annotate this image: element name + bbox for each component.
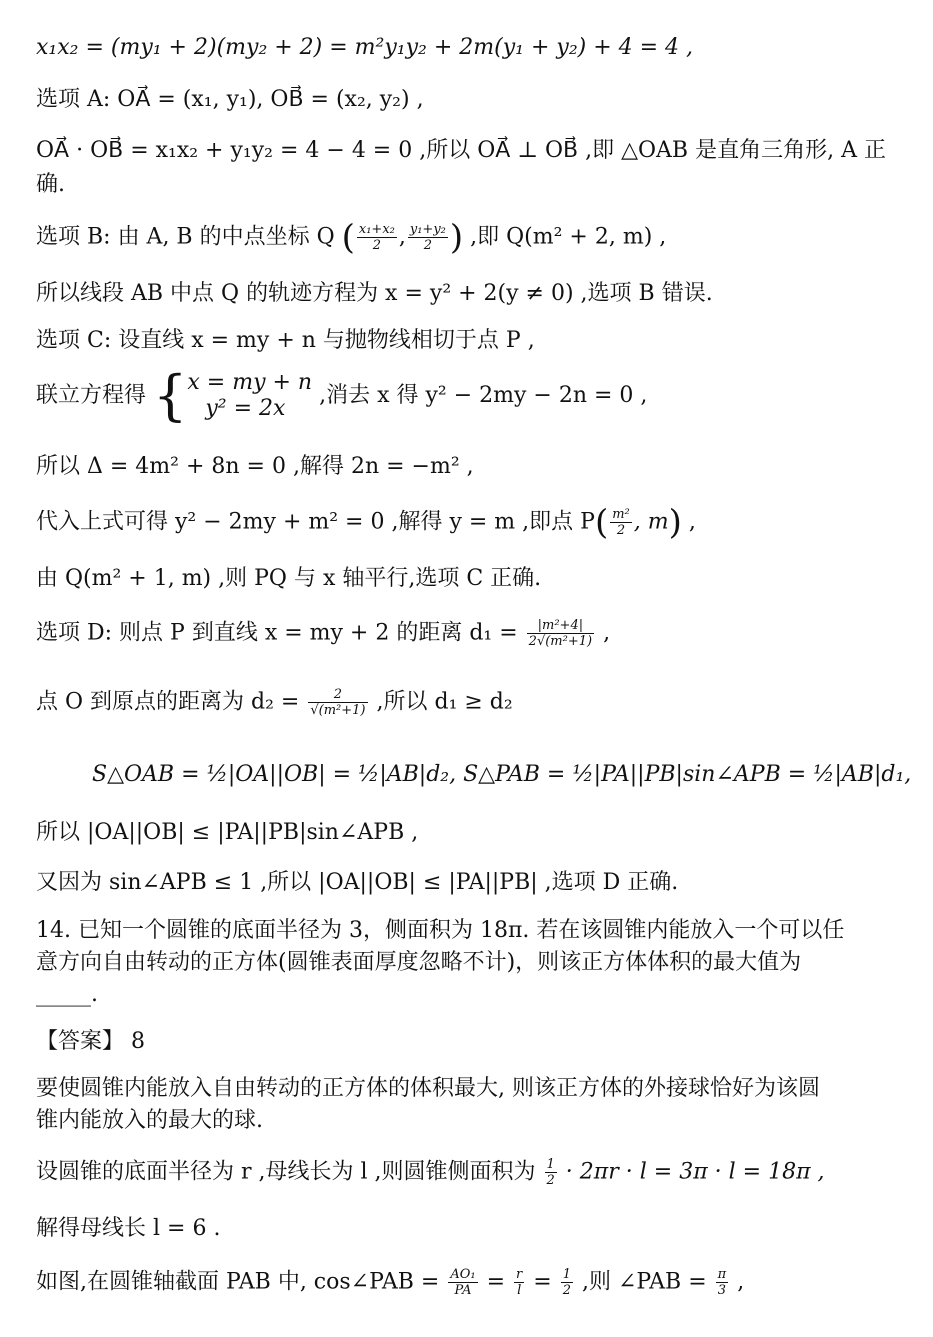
text: 设圆锥的底面半径为 r ,母线长为 l ,则圆锥侧面积为	[36, 1159, 536, 1185]
text: 选项 B: 由 A, B 的中点坐标 Q	[36, 224, 335, 250]
system-row: x = my + n	[187, 370, 313, 395]
lateral-area-line	[36, 1157, 913, 1188]
equation-system	[187, 370, 312, 422]
numerator: y₁+y₂	[409, 222, 446, 237]
text: 点 O 到原点的距离为 d₂ =	[36, 689, 300, 715]
text: · 2πr · l = 3π · l = 18π ,	[565, 1159, 825, 1185]
text: ,消去 x 得 y² − 2my − 2n = 0 ,	[319, 383, 648, 408]
text: 选项 D: 则点 P 到直线 x = my + 2 的距离 d₁ =	[36, 620, 518, 646]
denominator: √(m²+1)	[310, 703, 366, 718]
denominator: 2	[616, 523, 626, 538]
numerator: π	[717, 1267, 727, 1282]
option-d-conclusion: 又因为 sin∠APB ≤ 1 ,所以 |OA||OB| ≤ |PA||PB| ,选项 D 正确.	[36, 870, 679, 895]
slant-length-line: 解得母线长 l = 6 .	[36, 1216, 221, 1241]
paren-open: (	[341, 217, 355, 258]
denominator: 2	[372, 238, 382, 253]
text: ,所以 d₁ ≥ d₂	[376, 689, 513, 715]
option-c-conclusion: 由 Q(m² + 1, m) ,则 PQ 与 x 轴平行,选项 C 正确.	[36, 566, 542, 591]
area-equation-line: S△OAB = ½|OA||OB| = ½|AB|d₂, S△PAB = ½|PA||PB|sin∠APB = ½|AB|d₁,	[92, 762, 912, 787]
denominator: 2√(m²+1)	[528, 634, 593, 649]
distance-d2-line	[36, 687, 913, 718]
answer-blank: _____.	[36, 982, 98, 1007]
text: ,即 Q(m² + 2, m) ,	[470, 224, 667, 250]
text: ,则 ∠PAB =	[581, 1269, 707, 1295]
option-a-proof-line: OA⃗ · OB⃗ = x₁x₂ + y₁y₂ = 4 − 4 = 0 ,所以 OA⃗ ⊥ OB⃗ ,即 △OAB 是直角三角形, A 正	[36, 138, 886, 163]
text: 代入上式可得 y² − 2my + m² = 0 ,解得 y = m ,即点 P	[36, 509, 595, 535]
system-line	[36, 364, 913, 430]
denominator: 2	[423, 238, 433, 253]
fraction	[514, 1267, 524, 1298]
brace: {	[153, 364, 188, 427]
option-a-proof-tail: 确.	[36, 172, 65, 197]
fraction	[716, 1267, 729, 1298]
numerator: 1	[562, 1267, 571, 1282]
discriminant-line: 所以 Δ = 4m² + 8n = 0 ,解得 2n = −m² ,	[36, 454, 474, 479]
solution-line1: 要使圆锥内能放入自由转动的正方体的体积最大, 则该正方体的外接球恰好为该圆	[36, 1076, 820, 1101]
option-b-line: 选项 B: 由 A, B 的中点坐标 Q ( $\frac{\text{x₁+x₂}}{2}$ , $\frac{\text{y₁+y₂}}{2}$ ) ,即 Q(m² + 2, m) ,	[36, 217, 667, 258]
option-d-line: 选项 D: 则点 P 到直线 x = my + 2 的距离 d₁ = $\frac{\text{|m²+4|}}{\text{2√(m²+1)}}$ ,	[36, 618, 611, 649]
equation-line: x₁x₂ = (my₁ + 2)(my₂ + 2) = m²y₁y₂ + 2m(y₁ + y₂) + 4 = 4 ,	[36, 35, 694, 60]
numerator: 2	[308, 687, 367, 703]
solution-line2: 锥内能放入的最大的球.	[36, 1108, 263, 1133]
fraction	[527, 618, 594, 649]
text: 联立方程得	[36, 383, 147, 408]
denominator: l	[517, 1283, 522, 1298]
fraction	[610, 507, 632, 538]
option-a-line: 选项 A: OA⃗ = (x₁, y₁), OB⃗ = (x₂, y₂) ,	[36, 87, 424, 112]
paren-open: (	[594, 502, 609, 543]
denominator: 3	[717, 1283, 727, 1298]
numerator: |m²+4|	[527, 618, 594, 634]
paren-close: )	[668, 502, 682, 543]
angle-line: 如图,在圆锥轴截面 PAB 中, cos∠PAB = $\frac{\text{AO₁}}{PA}$ = $\frac{r}{l}$ = $\frac{1}{2}$ ,则 ∠PAB = $\frac{\pi}{3}$ ,	[36, 1267, 745, 1298]
paren-close: )	[449, 217, 464, 258]
inequality-line: 所以 |OA||OB| ≤ |PA||PB|sin∠APB ,	[36, 820, 419, 845]
fraction	[545, 1157, 557, 1188]
system-row: y² = 2x	[205, 396, 286, 421]
question-14-line2: 意方向自由转动的正方体(圆锥表面厚度忽略不计)，则该正方体体积的最大值为	[36, 950, 802, 975]
denominator: 2	[562, 1283, 571, 1298]
numerator: m²	[612, 507, 630, 522]
fraction	[561, 1267, 573, 1298]
option-c-line: 选项 C: 设直线 x = my + n 与抛物线相切于点 P ,	[36, 328, 535, 353]
numerator: x₁+x₂	[358, 222, 395, 237]
text: 如图,在圆锥轴截面 PAB 中, cos∠PAB =	[36, 1269, 440, 1295]
denominator: PA	[454, 1283, 472, 1298]
fraction	[308, 687, 367, 718]
fraction	[408, 222, 448, 253]
fraction	[357, 222, 397, 253]
answer-heading: 【答案】 8	[36, 1029, 145, 1054]
option-b-conclusion: 所以线段 AB 中点 Q 的轨迹方程为 x = y² + 2(y ≠ 0) ,选项 B 错误.	[36, 281, 713, 306]
question-14-line1: 14. 已知一个圆锥的底面半径为 3，侧面积为 18π. 若在该圆锥内能放入一个可以任	[36, 918, 845, 943]
denominator: 2	[546, 1173, 555, 1188]
point-p-line: 代入上式可得 y² − 2my + m² = 0 ,解得 y = m ,即点 P( $\frac{\text{m²}}{2}$ , m) ,	[36, 502, 696, 543]
numerator: 1	[546, 1157, 555, 1172]
text: , m	[633, 509, 669, 535]
fraction	[448, 1267, 477, 1298]
numerator: AO₁	[450, 1267, 476, 1282]
numerator: r	[516, 1267, 523, 1282]
